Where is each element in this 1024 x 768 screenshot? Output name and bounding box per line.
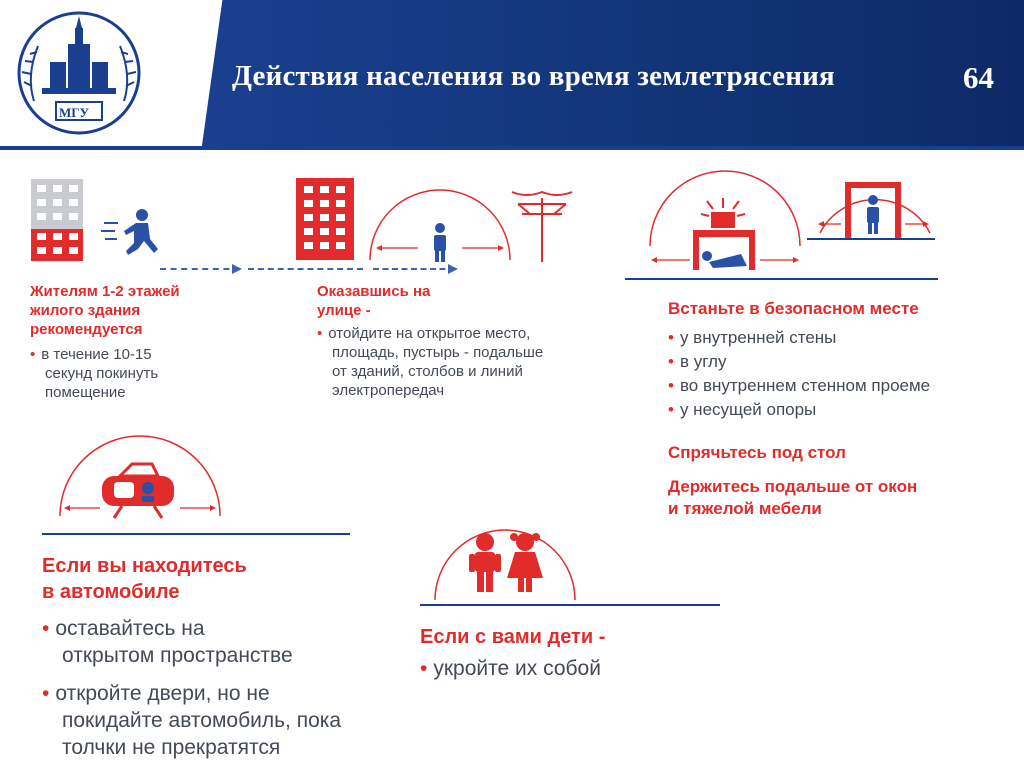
- logo-label: МГУ: [58, 105, 90, 120]
- ground-line: [420, 604, 720, 606]
- car-icon: [40, 418, 240, 528]
- street-scene-icon: [290, 170, 590, 270]
- kids-bullet: • укройте их собой: [420, 655, 601, 682]
- ground-line: [807, 238, 935, 240]
- indoor-heading: Встаньте в безопасном месте: [668, 299, 919, 318]
- indoor-bullet-item: • у несущей опоры: [668, 398, 930, 422]
- street-bullet: • отойдите на открытое место, площадь, пустырь - подальше от зданий, столбов и линий электропередач: [317, 324, 543, 400]
- ground-line: [42, 533, 350, 535]
- page-title: Действия населения во время землетрясения: [232, 60, 835, 92]
- building-bullet: • в течение 10-15 секунд покинуть помещение: [30, 345, 158, 402]
- indoor-extra-windows: Держитесь подальше от окон и тяжелой мебели: [668, 477, 918, 518]
- page-number: 64: [963, 60, 994, 95]
- arrow-right-icon: [230, 262, 244, 276]
- car-bullet: • откройте двери, но не покидайте автомобиль, пока толчки не прекратятся: [42, 680, 341, 761]
- building-heading: Жителям 1-2 этажей жилого здания рекомендуется: [30, 283, 180, 338]
- children-icon: [425, 492, 585, 602]
- street-heading: Оказавшись на улице -: [317, 283, 431, 319]
- running-person-icon: [98, 205, 168, 265]
- indoor-bullets: [668, 326, 930, 422]
- car-bullet: • оставайтесь на открытом пространстве: [42, 615, 293, 669]
- kids-heading: Если с вами дети -: [420, 626, 606, 648]
- indoor-bullet-item: • в углу: [668, 350, 930, 374]
- indoor-extra-table: Спрячьтесь под стол: [668, 443, 846, 462]
- indoor-bullet-item: • во внутреннем стенном проеме: [668, 374, 930, 398]
- dashed-connector: [160, 268, 240, 270]
- header-divider: [0, 146, 1024, 150]
- car-heading: Если вы находитесь в автомобиле: [42, 555, 247, 603]
- indoor-bullet-item: • у внутренней стены: [668, 326, 930, 350]
- ground-line: [625, 278, 938, 280]
- indoor-shelter-icon: [625, 168, 940, 283]
